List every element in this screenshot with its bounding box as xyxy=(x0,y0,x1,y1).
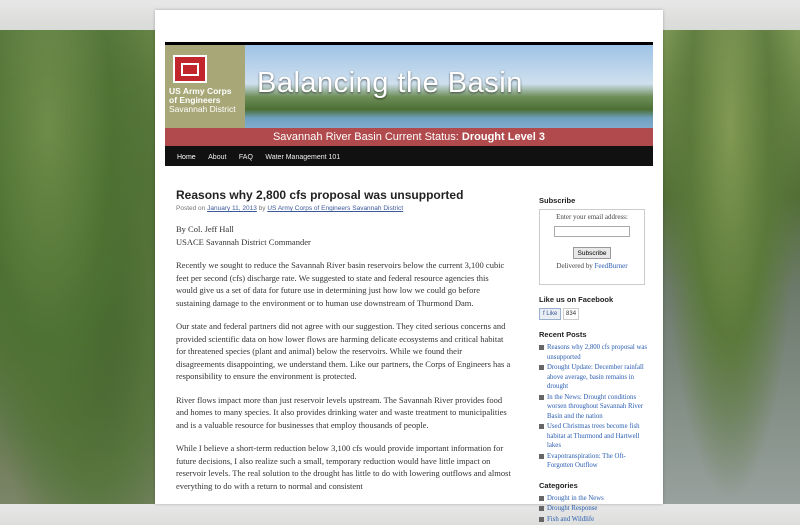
subscribe-label: Enter your email address: xyxy=(556,213,628,221)
main-nav xyxy=(165,146,653,166)
post-meta: Posted on January 11, 2013 by US Army Corps of Engineers Savannah District xyxy=(176,205,404,212)
facebook-like-widget xyxy=(539,308,649,320)
nav-about[interactable]: About xyxy=(208,154,227,161)
feedburner-credit: Delivered by FeedBurner xyxy=(556,262,628,270)
status-value: Drought Level 3 xyxy=(461,131,546,143)
post-author-link[interactable]: US Army Corps of Engineers Savannah District xyxy=(267,205,404,212)
status-prefix: Savannah River Basin Current Status: xyxy=(272,131,459,143)
categories-list xyxy=(539,494,649,525)
background-forest-right xyxy=(660,30,800,504)
sidebar xyxy=(539,196,649,525)
page-container xyxy=(155,10,663,523)
logo-line-2: of Engineers xyxy=(169,95,221,105)
subscribe-button[interactable]: Subscribe xyxy=(573,247,612,259)
subscribe-heading: Subscribe xyxy=(539,196,576,205)
status-bar xyxy=(165,128,653,146)
post-paragraph-3: River flows impact more than just reservoir levels upstream. The Savannah River provides food and homes to many species. It also provides drinking water and waste treatment to municipalities and is a valuable resource for businesses that employ thousands of people. xyxy=(176,394,507,430)
recent-posts-heading: Recent Posts xyxy=(539,330,587,339)
email-field[interactable] xyxy=(554,226,630,237)
post-paragraph-2: Our state and federal partners did not agree with our suggestion. They cited serious concerns and provided scientific data on how lower flows are harming delicate ecosystems and critical habitat for threatened species (plant and animal) below the reservoirs. While we found their disagreements disappointing, we understand them. Like our partners, the Corps of Engineers has a responsibility to ensure the environment is protected. xyxy=(176,321,511,381)
nav-faq[interactable]: FAQ xyxy=(238,154,253,161)
post-title[interactable]: Reasons why 2,800 cfs proposal was unsupported xyxy=(176,188,464,202)
post-date-link[interactable]: January 11, 2013 xyxy=(207,205,257,212)
site-title[interactable]: Balancing the Basin xyxy=(257,67,523,99)
logo-line-1: US Army Corps xyxy=(169,86,232,96)
background-forest-left xyxy=(0,30,160,504)
recent-post-link[interactable]: Evapotranspiration: The Oft-Forgotten Outflow xyxy=(539,452,649,471)
logo-text xyxy=(169,87,245,114)
site-banner[interactable] xyxy=(165,42,653,131)
facebook-heading: Like us on Facebook xyxy=(539,295,614,304)
usace-logo[interactable] xyxy=(165,45,245,131)
post-paragraph-4: While I believe a short-term reduction below 3,100 cfs would provide important information for future decisions, I also realize such a small, temporary reduction would have little impact on reservoir levels. The real solution to the drought has little to do with lowering outflows and almost everything to do with a return to normal and consistent xyxy=(176,443,511,491)
recent-post-link[interactable]: Drought Update: December rainfall above average, basin remains in drought xyxy=(539,363,649,392)
category-link[interactable]: Fish and Wildlife xyxy=(539,515,649,525)
recent-post-link[interactable]: Used Christmas trees become fish habitat at Thurmond and Hartwell lakes xyxy=(539,422,649,451)
castle-icon xyxy=(173,55,207,83)
recent-post-link[interactable]: In the News: Drought conditions worsen throughout Savannah River Basin and the nation xyxy=(539,393,649,422)
categories-heading: Categories xyxy=(539,480,578,490)
category-link[interactable]: Drought in the News xyxy=(539,494,649,504)
recent-posts-list xyxy=(539,343,649,471)
post-paragraph-1: Recently we sought to reduce the Savannah River basin reservoirs below the current 3,100 cubic feet per second (cfs) discharge rate. We suggested to state and federal resource agencies this would give us a set of data for future use in determining just how low we could go before sustaining damage to the environment or to human use downstream of Thurmond Dam. xyxy=(176,260,505,308)
recent-post-link[interactable]: Reasons why 2,800 cfs proposal was unsupported xyxy=(539,343,649,362)
nav-water-management[interactable]: Water Management 101 xyxy=(265,154,341,161)
logo-line-3: Savannah District xyxy=(169,104,236,114)
category-link[interactable]: Drought Response xyxy=(539,504,649,514)
post-content xyxy=(176,188,512,492)
nav-home[interactable]: Home xyxy=(177,154,196,161)
facebook-like-button[interactable]: f Like xyxy=(539,308,561,320)
feedburner-link[interactable]: FeedBurner xyxy=(594,262,628,270)
facebook-icon: f xyxy=(543,311,545,317)
post-byline: By Col. Jeff Hall USACE Savannah District Commander xyxy=(176,224,311,247)
like-count: 834 xyxy=(563,308,579,320)
subscribe-box xyxy=(539,209,645,285)
